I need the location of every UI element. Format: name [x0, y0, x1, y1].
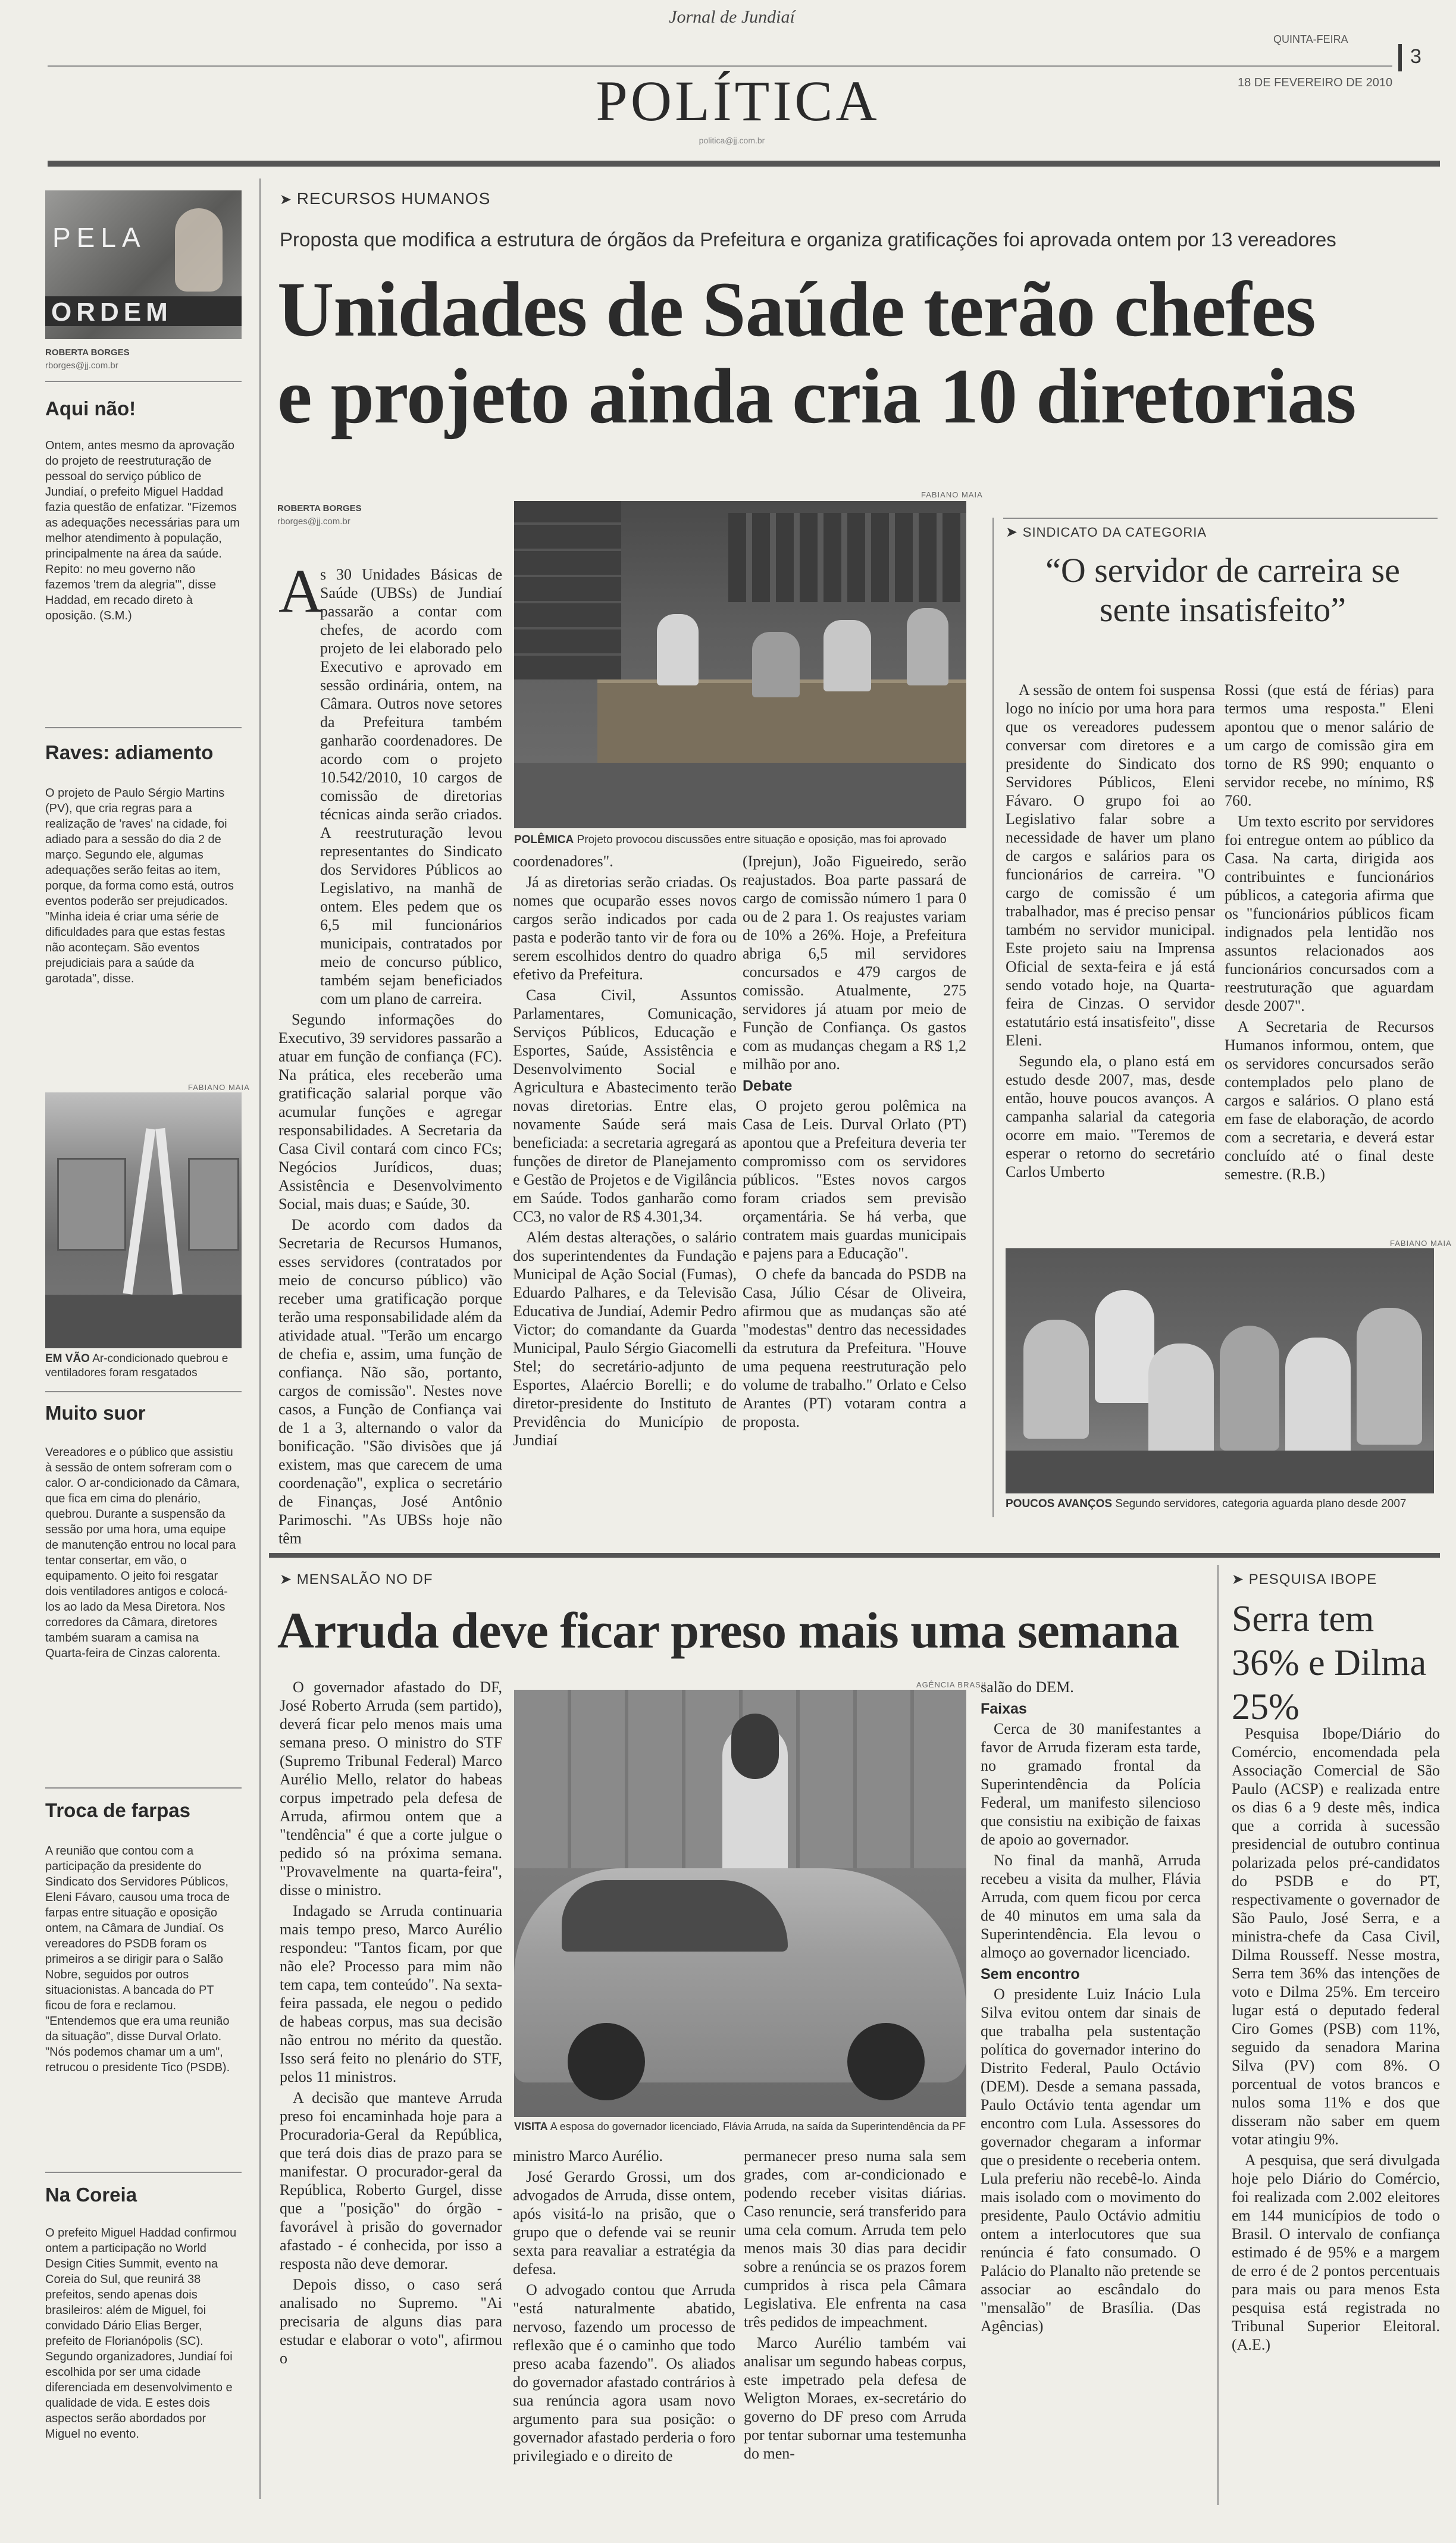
article-paragraph: Indagado se Arruda continuaria mais tempo preso, Marco Aurélio respondeu: "Tantos ficam, por que não ele? Processo para mim não tem capa, tem conteúdo". Na sexta-feira passada, ele negou o pedido de habeas corpus, mas sua decisão não entrou no mérito da questão. Isso será feito no plenário do STF, pelos 11 ministros. — [280, 1902, 502, 2085]
bench-graphic — [1006, 1451, 1434, 1493]
person-graphic — [1023, 1320, 1089, 1439]
article-paragraph: A Secretaria de Recursos Humanos informou, ontem, que os servidores concursados serão contemplados pelo plano de cargos e salários. O plano está em fase de elaboração, de acordo com a secretaria, e deverá estar concluído até o final deste semestre. (R.B.) — [1225, 1018, 1434, 1183]
drop-cap: A — [278, 557, 324, 625]
column-divider — [45, 2172, 242, 2173]
column-email: rborges@jj.com.br — [45, 361, 118, 371]
photo-credit: AGÊNCIA BRASIL — [916, 1680, 989, 1689]
person-graphic — [752, 632, 800, 697]
person-graphic — [1220, 1326, 1279, 1451]
person-graphic — [1095, 1290, 1154, 1403]
photo-credit: FABIANO MAIA — [188, 1083, 250, 1092]
article-paragraph: Já as diretorias serão criadas. Os nomes que ocuparão esses novos cargos serão indicados por cada pasta e poderão tanto vir de fora ou serem escolhidos dentro do quadro efetivo da Prefeitura. — [513, 873, 737, 983]
photo-caption-label: VISITA — [514, 2121, 548, 2132]
weekday: QUINTA-FEIRA — [1273, 33, 1348, 45]
article-paragraph: Cerca de 30 manifestantes a favor de Arruda fizeram esta tarde, no gramado frontal da Superintendência da Polícia Federal, um manifesto silencioso que consistiu na exibição de faixas de apoio ao governador. — [981, 1720, 1201, 1848]
column-logo-bottom: ORDEM — [51, 297, 173, 327]
article-paragraph: De acordo com dados da Secretaria de Recursos Humanos, esses servidores (contratados por meio de concurso público) vão receber uma gratificação porque terão uma responsabilidade além da atividade atual. "Terão um encargo de chefia e, assim, uma função de confiança. Não são, portanto, cargos de comissão". Nestes nove casos, a Função de Confiança vai de 1 a 3, alternando o valor da bonificação. "São divisões que já existem, mas que carecem de uma coordenação", explica o secretário de Finanças, José Antônio Parimoschi. "As UBSs hoje não têm — [278, 1216, 502, 1547]
person-graphic — [1357, 1308, 1422, 1445]
article-paragraph: Segundo informações do Executivo, 39 servidores passarão a atuar em função de confiança (FC). Na prática, eles receberão uma gratificação salarial porque vão acumular funções e agregar responsabilidades. A Secretaria da Casa Civil contará com cinco FCs; Negócios Jurídicos, duas; Assistência e Desenvolvimento Social, mais duas; e Saúde, 30. — [278, 1011, 502, 1213]
photo-caption-label: POLÊMICA — [514, 834, 574, 846]
left-column-rule — [259, 178, 261, 2499]
photo-credit: FABIANO MAIA — [921, 490, 983, 499]
article-paragraph: O presidente Luiz Inácio Lula Silva evitou ontem dar sinais de que trabalha pela sustentação política do governador interino do Distrito Federal, Paulo Octávio (DEM). Desde a semana passada, Paulo Octávio tenta agendar um encontro com Lula. Assessores do governador chegaram a informar que o presidente o receberia ontem. Lula preferiu não recebê-lo. Ainda mais isolado com o movimento do presidente, Paulo Octávio admitiu ontem a interlocutores que sua renúncia é fato consumado. O Palácio do Planalto não pretende se associar ao escândalo do "mensalão" de Brasília. (Das Agências) — [981, 1985, 1201, 2335]
person-graphic — [657, 614, 699, 685]
main-article-col1 — [278, 557, 502, 1550]
column-divider — [45, 1787, 242, 1789]
page-date: 18 DE FEVEREIRO DE 2010 — [1238, 76, 1393, 89]
masthead: Jornal de Jundiaí — [669, 7, 795, 27]
arruda-photo-visita — [514, 1690, 966, 2117]
sidebar-headline: “O servidor de carreira se sente insatisfeito” — [1045, 551, 1400, 629]
wall-panel-graphic — [514, 501, 621, 679]
photo-caption-text: Ar-condicionado quebrou e ventiladores foram resgatados — [45, 1352, 228, 1379]
article-paragraph: (Iprejun), João Figueiredo, serão reajustados. Boa parte passará de cargo de comissão número 1 para 0 ou de 2 para 1. Os reajustes variam de 10% a 26%. Hoje, a Prefeitura abriga 6,5 mil servidores concursados e 479 cargos de comissão. Atualmente, 275 servidores já atuam por meio de Função de Confiança. Os gastos com as mudanças chegam a R$ 1,2 milhão por ano. — [743, 853, 966, 1073]
arruda-col1 — [280, 1678, 502, 2370]
sidebar-col2 — [1225, 681, 1434, 1186]
column-item-title: Troca de farpas — [45, 1799, 190, 1821]
main-photo-plenario — [514, 501, 966, 828]
section-email: politica@jj.com.br — [699, 136, 765, 145]
screen-graphic — [57, 1158, 126, 1251]
column-divider — [45, 1391, 242, 1392]
arruda-col3 — [744, 2147, 966, 2465]
wheel-graphic — [847, 2023, 925, 2100]
article-paragraph: O advogado contou que Arruda "está naturalmente abatido, nervoso, fazendo um processo de reflexão que é o caminho que todo preso acaba fazendo". Os aliados do governador afastado contrários à sua renúncia agora usam novo argumento para sua posição: o governador afastado perderia o foro privilegiado e o direito de — [513, 2281, 735, 2464]
main-email: rborges@jj.com.br — [277, 516, 350, 527]
person-graphic — [907, 608, 948, 685]
photo-caption — [1006, 1497, 1440, 1511]
ladder-graphic — [123, 1128, 156, 1295]
column-logo — [45, 190, 242, 339]
ladder-graphic — [155, 1128, 182, 1295]
header-top-rule — [48, 65, 1392, 67]
poll-left-rule — [1217, 1565, 1219, 2505]
page-number-bar — [1398, 44, 1402, 71]
wheel-graphic — [568, 2023, 645, 2100]
main-headline-line2: e projeto ainda cria 10 diretorias — [277, 352, 1356, 440]
article-subhead: Faixas — [981, 1700, 1027, 1717]
person-graphic — [1285, 1338, 1351, 1457]
column-item-title: Muito suor — [45, 1402, 146, 1424]
article-paragraph: A pesquisa, que será divulgada hoje pelo Diário do Comércio, foi realizada com 2.002 eleitores em 144 municípios de todo o Brasil. O intervalo de confiança estimado é de 95% e a margem de erro é de 2 pontos percentuais para mais ou para menos Esta pesquisa está registrada no Tribunal Superior Eleitoral. (A.E.) — [1232, 2151, 1440, 2353]
article-paragraph: Além destas alterações, o salário dos superintendentes da Fundação Municipal de Ação Social (Fumas), Eduardo Palhares, e da Televisão Educativa de Jundiaí, Ademir Pedro Victor; do comandante da Guarda Municipal, Paulo Sérgio Giacomelli Stel; do secretário-adjunto de Esportes, Alaércio Borelli; e do diretor-presidente do Instituto de Previdência do Município de Jundiaí — [513, 1229, 737, 1449]
main-deck: Proposta que modifica a estrutura de órgãos da Prefeitura e organiza gratificações foi aprovada ontem por 13 vereadores — [280, 228, 1336, 250]
main-article-col2 — [513, 852, 737, 1452]
poll-col — [1232, 1724, 1440, 2356]
article-paragraph: Segundo ela, o plano está em estudo desde 2007, mas, desde então, houve poucos avanços. A campanha salarial da categoria ocorre em maio. "Teremos de esperar o retorno do secretário Carlos Umberto — [1006, 1053, 1215, 1180]
poll-headline: Serra tem 36% e Dilma 25% — [1232, 1599, 1427, 1727]
header-bottom-rule — [48, 161, 1440, 167]
person-hair-graphic — [731, 1714, 779, 1779]
column-logo-top: PELA — [52, 222, 146, 253]
article-paragraph: coordenadores". — [513, 853, 613, 870]
column-item-body: A reunião que contou com a participação da presidente do Sindicato dos Servidores Públicos, Eleni Fávaro, causou uma troca de farpas entre situação e oposição ontem, na Câmara de Jundiaí. Os vereadores do PSDB foram os primeiros a se dirigir para o Salão Nobre, seguidos por outros situacionistas. A bancada do PT ficou de fora e reclamou. "Entendemos que era uma reunião da situação", disse Durval Orlato. "Nós podemos chamar um a um", retrucou o presidente Tico (PSDB). — [45, 1844, 230, 2074]
photo-caption-label: EM VÃO — [45, 1352, 90, 1365]
article-subhead: Sem encontro — [981, 1966, 1080, 1983]
column-item-body: Ontem, antes mesmo da aprovação do projeto de reestruturação de pessoal do serviço público de Jundiaí, o prefeito Miguel Haddad fazia questão de enfatizar. "Fizemos as adequações necessárias para um melhor atendimento à população, principalmente na área da saúde. Repito: no meu governo não fazemos 'trem da alegria'", disse Haddad, em recado direto à oposição. (S.M.) — [45, 439, 240, 622]
article-paragraph: Um texto escrito por servidores foi entregue ontem ao público da Casa. Na carta, dirigida aos contribuintes e funcionários públicos, a categoria afirma que os "funcionários públicos ficam indignados pela lentidão nos assuntos relacionados aos funcionários concursados com a reestruturação que aguardam desde 2007". — [1225, 813, 1434, 1014]
article-paragraph: José Gerardo Grossi, um dos advogados de Arruda, disse ontem, após visitá-lo na prisão, que o grupo que o defende vai se reunir sexta para reavaliar a estratégia da defesa. — [513, 2168, 735, 2278]
arruda-col4 — [981, 1678, 1201, 2338]
article-paragraph: s 30 Unidades Básicas de Saúde (UBSs) de Jundiaí passarão a contar com chefes, de acordo com projeto de lei elaborado pelo Executivo e aprovado em sessão ordinária, ontem, na Câmara. Outros nove setores da Prefeitura também ganharão coordenadores. De acordo com o projeto 10.542/2010, 10 cargos de comissão de diretorias técnicas ainda serão criados. A reestruturação levou representantes do Sindicato dos Servidores Públicos ao Legislativo, na manhã de ontem. Eles pedem que os 6,5 mil funcionários municipais, contratados por meio de concurso público, também sejam beneficiados com um plano de carreira. — [320, 566, 502, 1007]
photo-caption — [45, 1352, 242, 1380]
photo-credit: FABIANO MAIA — [1390, 1239, 1452, 1248]
car-window-graphic — [562, 1880, 788, 1952]
sidebar-left-rule — [992, 518, 994, 1517]
article-paragraph: O governador afastado do DF, José Roberto Arruda (sem partido), deverá ficar pelo menos mais uma semana preso. O ministro do STF (Supremo Tribunal Federal) Marco Aurélio Mello, relator do habeas corpus impetrado pela defesa de Arruda, afirmou ontem que a "tendência" é que a corte julgue o pedido só na próxima semana. "Provavelmente na quarta-feira", disse o ministro. — [280, 1678, 502, 1899]
person-graphic — [823, 620, 871, 691]
article-paragraph: O chefe da bancada do PSDB na Casa, Júlio César de Oliveira, afirmou que as mudanças são até "modestas" dentro das necessidades da estrutura da Prefeitura. "Houve uma pequena reestruturação pelo volume de trabalho." Orlato e Celso Arantes (PT) votaram contra a proposta. — [743, 1266, 966, 1430]
main-byline: ROBERTA BORGES — [277, 503, 362, 513]
column-logo-hand — [175, 208, 223, 292]
column-author: ROBERTA BORGES — [45, 347, 130, 358]
page-number: 3 — [1410, 45, 1421, 68]
sidebar-top-rule — [1003, 518, 1438, 519]
article-paragraph: O projeto gerou polêmica na Casa de Leis. Durval Orlato (PT) apontou que a Prefeitura deveria ter compromisso com os servidores públicos. "Estes novos cargos foram criados sem previsão orçamentária. Se há verba, que contratem mais guardas municipais e pajens para a Educação". — [743, 1097, 966, 1262]
article-paragraph: Rossi (que está de férias) para termos uma resposta." Eleni apontou que o menor salário de um cargo de comissão gira em torno de R$ 990; enquanto o servidor recebe, no mínimo, R$ 760. — [1225, 681, 1434, 809]
photo-caption — [514, 833, 978, 847]
photo-caption — [514, 2119, 984, 2134]
article-paragraph: permanecer preso numa sala sem grades, com ar-condicionado e podendo receber visitas diárias. Caso renuncie, será transferido para uma cela comum. Arruda tem pelo menos mais 30 dias para decidir sobre a renúncia se os prazos forem cumpridos à risca pela Câmara Legislativa. Ele enfrenta na casa três pedidos de impeachment. — [744, 2147, 966, 2331]
poll-kicker: ➤ PESQUISA IBOPE — [1232, 1571, 1377, 1588]
section-divider — [269, 1553, 1440, 1558]
column-photo-ventiladores — [45, 1092, 242, 1348]
column-item-body: Vereadores e o público que assistiu à sessão de ontem sofreram com o calor. O ar-condicionado da Câmara, que fica em cima do plenário, quebrou. Durante a suspensão da sessão por uma hora, uma equipe de manutenção entrou no local para tentar consertar, em vão, o equipamento. O jeito foi resgatar dois ventiladores antigos e colocá-los ao lado da Mesa Diretora. Nos corredores da Câmara, diretores também suaram a camisa na Quarta-feira de Cinzas calorenta. — [45, 1446, 240, 1660]
main-headline-line1: Unidades de Saúde terão chefes — [277, 265, 1316, 353]
arruda-headline: Arruda deve ficar preso mais uma semana — [277, 1602, 1179, 1659]
article-paragraph: Casa Civil, Assuntos Parlamentares, Comunicação, Serviços Públicos, Educação e Esportes, Saúde, Assistência e Desenvolvimento Social e Agricultura e Abastecimento terão novas diretorias. Entre elas, novamente Saúde será mais beneficiada: a secretaria agregará as funções de diretor de Planejamento e Gestão de Projetos e de Vigilância em Saúde. Todos ganharão como CC3, no valor de R$ 4.301,34. — [513, 986, 737, 1225]
article-paragraph: Marco Aurélio também vai analisar um segundo habeas corpus, este impetrado pela defesa de Weligton Moraes, ex-secretário do governo do DF preso com Arruda por tentar subornar uma testemunha do men- — [744, 2334, 966, 2462]
article-subhead: Debate — [743, 1078, 793, 1094]
column-item-title: Raves: adiamento — [45, 741, 214, 763]
article-paragraph: A sessão de ontem foi suspensa logo no início por uma hora para que os vereadores pudessem conversar com diretores e a presidente do Sindicato dos Servidores Públicos, Eleni Fávaro. O grupo foi ao Legislativo falar sobre a necessidade de haver um plano de cargos e salários para os funcionários de carreira. "O cargo de comissão é um trabalhador, mas é preciso pensar também no servidor municipal. Este projeto saiu na Imprensa Oficial de sexta-feira e já está sendo votado hoje, na Quarta-feira de Cinzas. O servidor estatutário está insatisfeito", disse Eleni. — [1006, 681, 1215, 1049]
main-article-col3 — [743, 852, 966, 1433]
screen-graphic — [188, 1158, 239, 1251]
column-item-body: O projeto de Paulo Sérgio Martins (PV), que cria regras para a realização de 'raves' na cidade, foi adiado para a sessão do dia 2 de março. Segundo ele, algumas adequações serão feitas ao item, porque, da forma como está, outros eventos poderão ser prejudicados. "Minha ideia é criar uma série de dificuldades para que estas festas não aconteçam. São eventos prejudiciais para a saúde da garotada", disse. — [45, 787, 234, 985]
article-paragraph: A decisão que manteve Arruda preso foi encaminhada hoje para a Procuradoria-Geral da República, que terá dois dias de prazo para se manifestar. O procurador-geral da República, Roberto Gurgel, disse que a "posição" do órgão - favorável à prisão do governador afastado - é conhecida, por isso a resposta não deve demorar. — [280, 2089, 502, 2272]
floor-graphic — [514, 763, 966, 828]
article-paragraph: Depois disso, o caso será analisado no Supremo. "Ai precisaria de alguns dias para estudar e elaborar o voto", afirmou o — [280, 2276, 502, 2367]
column-item-title: Na Coreia — [45, 2184, 137, 2206]
sidebar-photo-servidores — [1006, 1248, 1434, 1493]
arruda-kicker: ➤ MENSALÃO NO DF — [280, 1571, 433, 1588]
sidebar-kicker: ➤ SINDICATO DA CATEGORIA — [1006, 524, 1207, 541]
person-graphic — [1148, 1343, 1214, 1462]
floor-graphic — [45, 1295, 242, 1348]
column-divider — [45, 381, 242, 382]
photo-caption-text: A esposa do governador licenciado, Flávia Arruda, na saída da Superintendência da PF — [550, 2121, 966, 2132]
column-item-title: Aqui não! — [45, 397, 136, 419]
photo-caption-text: Projeto provocou discussões entre situação e oposição, mas foi aprovado — [577, 834, 947, 846]
main-kicker: ➤ RECURSOS HUMANOS — [280, 189, 490, 208]
column-item-body: O prefeito Miguel Haddad confirmou ontem a participação no World Design Cities Summit, evento na Coreia do Sul, que reunirá 38 prefeitos, sendo apenas dois brasileiros: além de Miguel, foi convidado Dário Elias Berger, prefeito de Florianópolis (SC). Segundo organizadores, Jundiaí foi escolhida por ser uma cidade diferenciada em desenvolvimento e qualidade de vida. E estes dois aspectos serão abordados por Miguel no evento. — [45, 2226, 237, 2441]
photo-caption-text: Segundo servidores, categoria aguarda plano desde 2007 — [1115, 1498, 1407, 1510]
arruda-col2 — [513, 2147, 735, 2467]
article-paragraph: ministro Marco Aurélio. — [513, 2147, 663, 2165]
article-paragraph: Pesquisa Ibope/Diário do Comércio, encomendada pela Associação Comercial de São Paulo (ACSP) e realizada entre os dias 6 a 9 deste mês, indica que a corrida à sucessão presidencial de outubro continua polarizada pelos pré-candidatos do PSDB e do PT, respectivamente o governador de São Paulo, José Serra, e a ministra-chefe da Casa Civil, Dilma Rousseff. Nesse mostra, Serra tem 36% das intenções de voto e Dilma 25%. Em terceiro lugar está o deputado federal Ciro Gomes (PSB) com 11%, seguido da senadora Marina Silva (PV) com 8%. O porcentual de votos brancos e nulos soma 11% e dos que disseram não saber em quem votar atingiu 9%. — [1232, 1725, 1440, 2148]
section-title: POLÍTICA — [596, 69, 880, 133]
column-divider — [45, 727, 242, 728]
article-paragraph: salão do DEM. — [981, 1678, 1074, 1696]
sidebar-col1 — [1006, 681, 1215, 1183]
photo-caption-label: POUCOS AVANÇOS — [1006, 1498, 1113, 1510]
gallery-seats-graphic — [728, 513, 966, 602]
article-paragraph: No final da manhã, Arruda recebeu a visita da mulher, Flávia Arruda, com quem ficou por cerca de 40 minutos em uma sala da Superintendência. Ela levou o almoço ao governador licenciado. — [981, 1852, 1201, 1961]
